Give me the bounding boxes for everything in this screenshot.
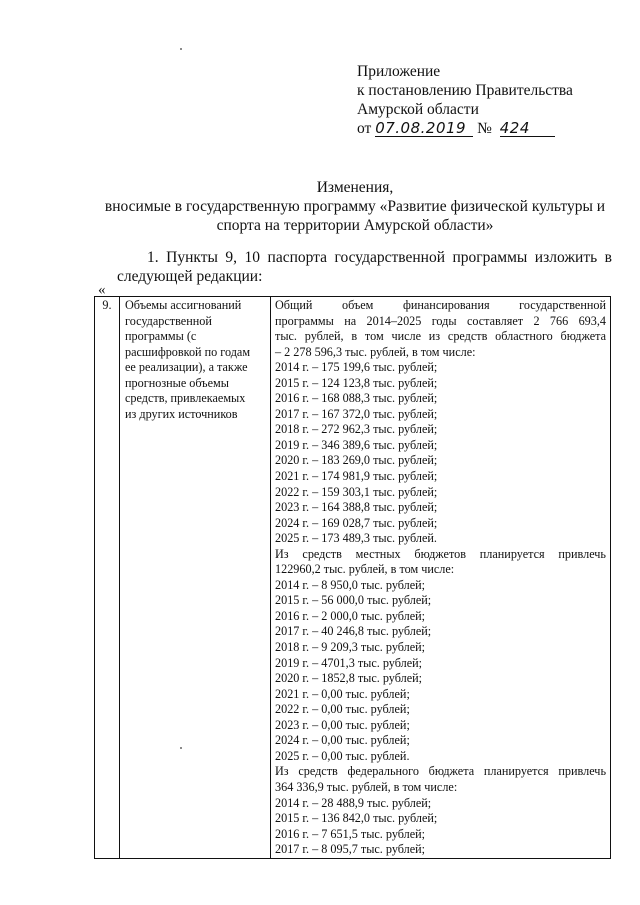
regional-year-line: 2015 г. – 124 123,8 тыс. рублей;	[275, 375, 438, 390]
paragraph-1	[117, 248, 612, 286]
name-line: программы (с	[125, 329, 197, 344]
federal-year-line: 2014 г. – 28 488,9 тыс. рублей;	[275, 795, 432, 810]
local-year-line: 2014 г. – 8 950,0 тыс. рублей;	[275, 577, 426, 592]
row-number: 9.	[102, 298, 112, 312]
appendix-date-line	[357, 119, 573, 138]
title-line: Изменения,	[316, 179, 394, 196]
local-year-line: 2018 г. – 9 209,3 тыс. рублей;	[275, 640, 426, 655]
regional-year-line: 2014 г. – 175 199,6 тыс. рублей;	[275, 360, 438, 375]
opening-quote: «	[98, 282, 106, 298]
local-year-line: 2024 г. – 0,00 тыс. рублей;	[275, 733, 410, 748]
name-line: средств, привлекаемых	[125, 391, 246, 406]
number-prefix: №	[477, 120, 492, 137]
document-title	[90, 178, 620, 235]
row-number-cell	[95, 297, 120, 859]
paragraph-line: следующей редакции:	[117, 268, 263, 285]
title-line: вносимые в государственную программу «Развитие физической культуры и	[104, 198, 606, 215]
local-intro-line: Из средств местных бюджетов планируется привлечь	[275, 546, 606, 561]
row-text-cell	[271, 297, 611, 859]
appendix-line: Амурской области	[357, 101, 479, 118]
name-line: государственной	[125, 313, 212, 328]
appendix-line: Приложение	[357, 63, 441, 80]
federal-intro-line: Из средств федерального бюджета планируется привлечь	[275, 764, 606, 779]
regional-year-line: 2020 г. – 183 269,0 тыс. рублей;	[275, 453, 438, 468]
local-year-line: 2016 г. – 2 000,0 тыс. рублей;	[275, 608, 426, 623]
intro-line: Общий объем финансирования государственной	[275, 298, 606, 312]
row-name-cell	[120, 297, 271, 859]
handwritten-number: 424	[500, 120, 555, 137]
intro-line: – 2 278 596,3 тыс. рублей, в том числе:	[275, 344, 476, 359]
regional-year-line: 2023 г. – 164 388,8 тыс. рублей;	[275, 500, 438, 515]
regional-year-line: 2025 г. – 173 489,3 тыс. рублей.	[275, 531, 437, 546]
local-year-line: 2023 г. – 0,00 тыс. рублей;	[275, 717, 410, 732]
appendix-line: к постановлению Правительства	[357, 82, 573, 99]
local-intro-line: 122960,2 тыс. рублей, в том числе:	[275, 562, 455, 577]
table-row	[95, 297, 611, 859]
federal-intro-line: 364 336,9 тыс. рублей, в том числе:	[275, 779, 458, 794]
local-year-line: 2021 г. – 0,00 тыс. рублей;	[275, 686, 410, 701]
name-line: Объемы ассигнований	[125, 298, 242, 312]
regional-year-line: 2019 г. – 346 389,6 тыс. рублей;	[275, 437, 438, 452]
date-prefix: от	[357, 120, 372, 137]
intro-line: программы на 2014–2025 годы составляет 2 766 693,4	[275, 313, 606, 328]
intro-line: тыс. рублей, в том числе из средств областного бюджета	[275, 329, 606, 344]
regional-year-line: 2018 г. – 272 962,3 тыс. рублей;	[275, 422, 438, 437]
name-line: из других источников	[125, 406, 238, 421]
local-year-line: 2025 г. – 0,00 тыс. рублей.	[275, 748, 410, 763]
regional-year-line: 2022 г. – 159 303,1 тыс. рублей;	[275, 484, 438, 499]
handwritten-date: 07.08.2019	[375, 120, 473, 137]
name-line: прогнозные объемы	[125, 375, 229, 390]
appendix-block	[357, 62, 573, 138]
paragraph-line: 1. Пункты 9, 10 паспорта государственной программы изложить в	[147, 249, 612, 266]
regional-year-line: 2024 г. – 169 028,7 тыс. рублей;	[275, 515, 438, 530]
federal-year-line: 2017 г. – 8 095,7 тыс. рублей;	[275, 842, 426, 857]
name-line: расшифровкой по годам	[125, 344, 251, 359]
regional-year-line: 2016 г. – 168 088,3 тыс. рублей;	[275, 391, 438, 406]
regional-year-line: 2017 г. – 167 372,0 тыс. рублей;	[275, 406, 438, 421]
scan-speck	[180, 48, 182, 50]
local-year-line: 2019 г. – 4701,3 тыс. рублей;	[275, 655, 423, 670]
regional-year-line: 2021 г. – 174 981,9 тыс. рублей;	[275, 469, 438, 484]
title-line: спорта на территории Амурской области»	[216, 217, 494, 234]
local-year-line: 2020 г. – 1852,8 тыс. рублей;	[275, 671, 423, 686]
local-year-line: 2022 г. – 0,00 тыс. рублей;	[275, 702, 410, 717]
federal-year-line: 2016 г. – 7 651,5 тыс. рублей;	[275, 826, 426, 841]
name-line: ее реализации), а также	[125, 360, 248, 375]
federal-year-line: 2015 г. – 136 842,0 тыс. рублей;	[275, 811, 438, 826]
passport-table	[94, 296, 611, 859]
local-year-line: 2017 г. – 40 246,8 тыс. рублей;	[275, 624, 432, 639]
local-year-line: 2015 г. – 56 000,0 тыс. рублей;	[275, 593, 432, 608]
